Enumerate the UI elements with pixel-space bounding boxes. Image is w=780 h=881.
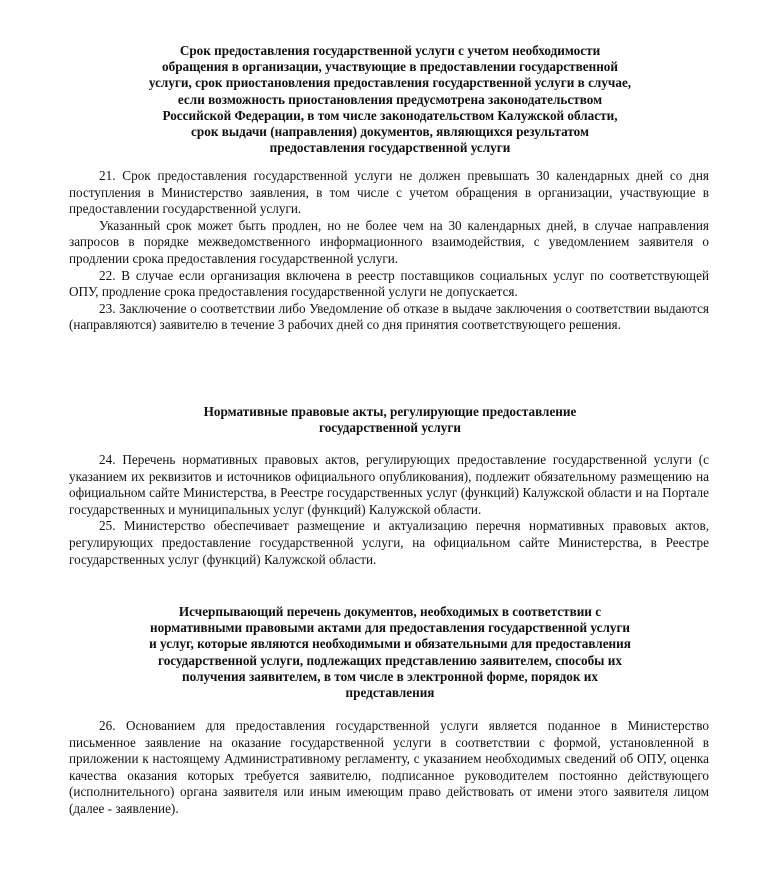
title-line: нормативными правовыми актами для предоставления государственной услуги <box>149 620 631 636</box>
paragraph: Указанный срок может быть продлен, но не более чем на 30 календарных дней, в случае направления запросов в порядке межведомственного информационного взаимодействия, с уведомлением заявителя о продлении срока предоставления государственной услуги. <box>69 217 709 266</box>
title-line: обращения в организации, участвующие в предоставлении государственной <box>162 59 618 75</box>
paragraph: 22. В случае если организация включена в реестр поставщиков социальных услуг по соответствующей ОПУ, продление срока предоставления государственной услуги не допускается. <box>69 267 709 300</box>
paragraph: 26. Основанием для предоставления государственной услуги является поданное в Министерство письменное заявление на оказание государственной услуги в соответствии с формой, установленной в приложении к настоящему Административному регламенту, с указанием необходимых сведений об ОПУ, оценка качества оказания которых требуется заявителю, подписанное руководителем постоянно действующего (исполнительного) органа заявителя или иным имеющим право действовать от имени этого заявителя лицом (далее - заявление). <box>69 718 709 816</box>
title-line: Российской Федерации, в том числе законодательством Калужской области, <box>162 107 618 123</box>
paragraph: 23. Заключение о соответствии либо Уведомление об отказе в выдаче заключения о соответствии выдаются (направляются) заявителю в течение 3 рабочих дней со дня принятия соответствующего решения. <box>69 300 709 333</box>
title-line: государственной услуги, подлежащих представлению заявителем, способы их <box>158 652 622 668</box>
section-body <box>0 168 775 334</box>
section-body <box>0 718 775 818</box>
section-title <box>0 404 780 436</box>
paragraph: 25. Министерство обеспечивает размещение и актуализацию перечня нормативных правовых актов, регулирующих предоставление государственной услуги, на официальном сайте Министерства, в Реестре государственных услуг (функций) Калужской области. <box>69 518 709 567</box>
title-line: получения заявителем, в том числе в электронной форме, порядок их <box>182 668 598 684</box>
title-line: Срок предоставления государственной услуги с учетом необходимости <box>179 43 601 58</box>
paragraph: 24. Перечень нормативных правовых актов, регулирующих предоставление государственной услуги (с указанием их реквизитов и источников официального опубликования), подлежит обязательному размещению на официальном сайте Министерства, в Реестре государственных услуг (функций) Калужской области и на Портале государственных и муниципальных услуг (функций) Калужской области. <box>69 452 709 517</box>
title-line: Нормативные правовые акты, регулирующие предоставление <box>203 404 577 419</box>
title-line: услуги, срок приостановления предоставления государственной услуги в случае, <box>148 75 632 91</box>
title-line: предоставления государственной услуги <box>269 140 511 156</box>
title-line: представления <box>345 685 435 701</box>
title-line: и услуг, которые являются необходимыми и обязательными для предоставления <box>149 636 631 652</box>
title-line: государственной услуги <box>319 420 461 436</box>
section-title <box>0 604 780 701</box>
section-title <box>0 43 780 156</box>
title-line: если возможность приостановления предусмотрена законодательством <box>177 91 603 107</box>
section-body <box>0 452 775 568</box>
title-line: Исчерпывающий перечень документов, необходимых в соответствии с <box>178 604 602 619</box>
title-line: срок выдачи (направления) документов, являющихся результатом <box>191 124 589 140</box>
paragraph: 21. Срок предоставления государственной услуги не должен превышать 30 календарных дней со дня поступления в Министерство заявления, в том числе с учетом обращения в организации, участвующие в предоставлении государственной услуги. <box>69 168 709 217</box>
